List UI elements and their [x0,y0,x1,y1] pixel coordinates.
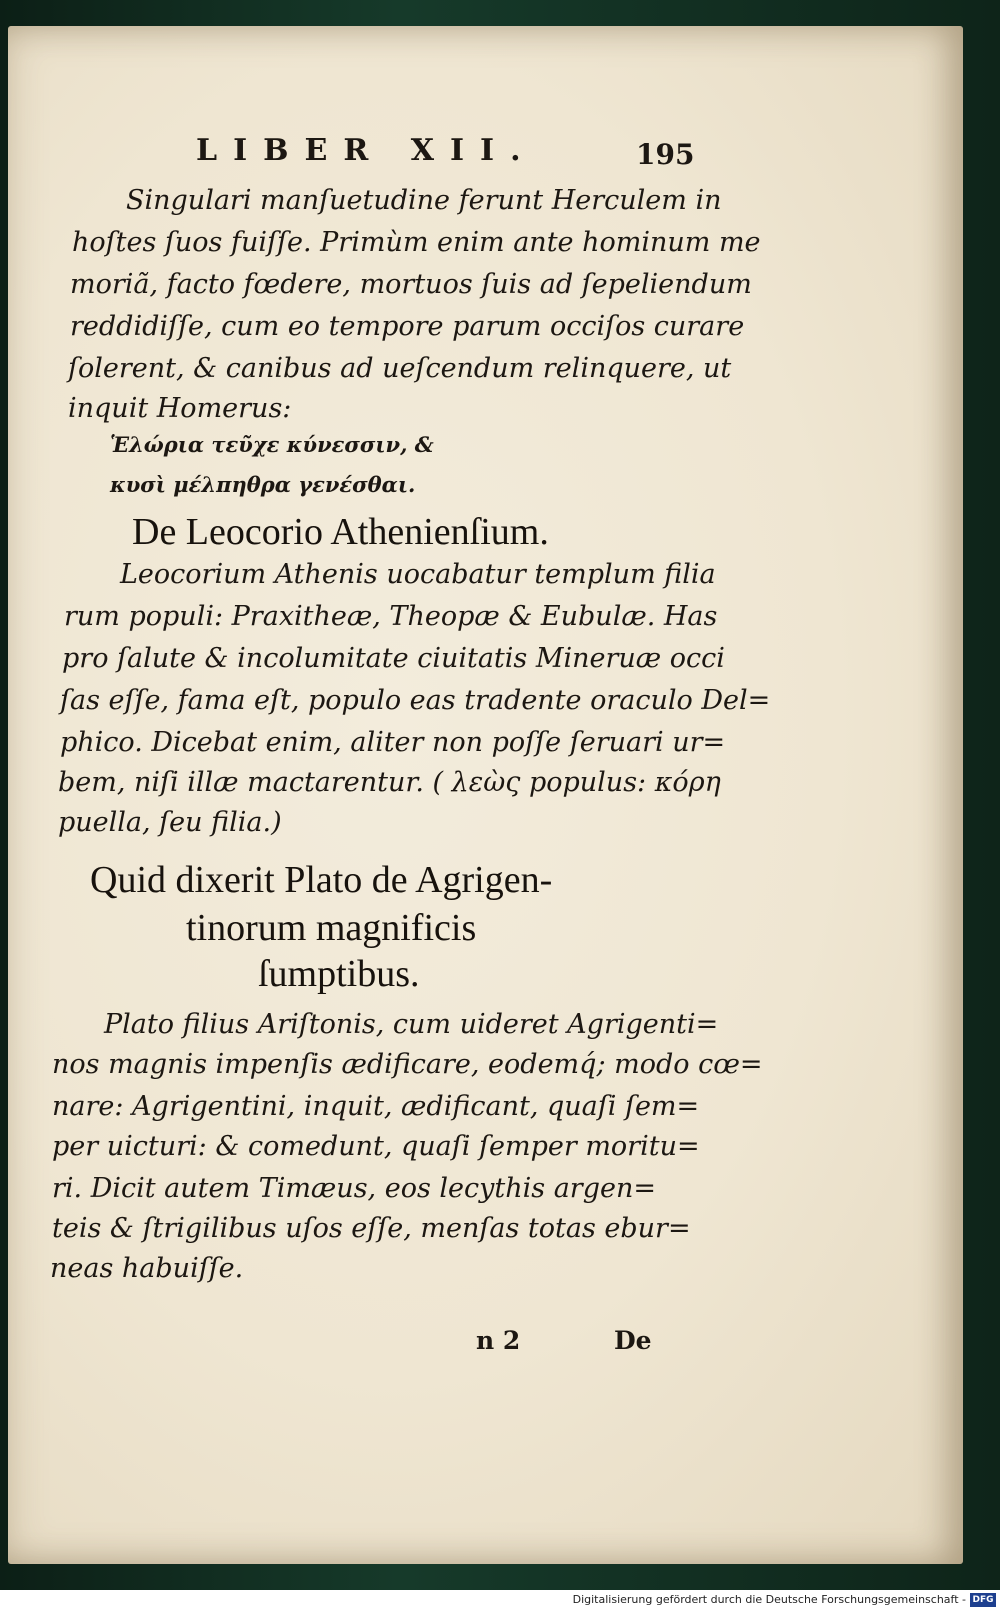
body-line: ſas eſſe, fama eſt, populo eas tradente oraculo Del= [60,685,771,716]
body-line: Leocorium Athenis uocabatur templum filia [120,559,716,590]
body-line: puella, ſeu filia.) [58,807,282,838]
body-line: Plato filius Ariſtonis, cum uideret Agrigenti= [104,1009,719,1040]
section-heading: ſumptibus. [258,953,420,995]
section-heading: tinorum magnificis [186,907,477,949]
body-line: nare: Agrigentini, inquit, ædificant, quaſi ſem= [52,1091,700,1122]
dfg-logo[interactable]: DFG [970,1593,996,1607]
folio-number: 195 [636,138,695,171]
catchword: De [614,1326,652,1355]
body-line: Singulari manſuetudine ferunt Herculem in [126,185,722,216]
section-heading: Quid dixerit Plato de Agrigen- [90,859,553,901]
body-line: inquit Homerus: [68,393,292,424]
greek-verse-line: Ἑλώρια τεῦχε κύνεσσιν, & [110,432,434,457]
body-line: hoſtes ſuos fuiſſe. Primùm enim ante hominum me [72,227,761,258]
body-line: per uicturi: & comedunt, quaſi ſemper moritu= [52,1131,700,1162]
body-line: ri. Dicit autem Timæus, eos lecythis argen= [52,1173,656,1204]
body-line: nos magnis impenſis ædificare, eodemq́; modo cœ= [52,1049,763,1080]
footer-credit: Digitalisierung gefördert durch die Deutsche Forschungsgemeinschaft - [572,1593,966,1606]
body-line: teis & ſtrigilibus uſos eſſe, menſas totas ebur= [52,1213,691,1244]
greek-verse-line: κυσὶ μέλπηθρα γενέσθαι. [110,472,416,497]
running-head: LIBER XII. [196,133,537,168]
footer-bar [0,1590,1000,1611]
body-line: moriã, facto fœdere, mortuos ſuis ad ſepeliendum [70,269,752,300]
body-line: pro ſalute & incolumitate ciuitatis Mineruæ occi [62,643,725,674]
body-line: neas habuiſſe. [50,1253,244,1284]
section-heading: De Leocorio Athenienſium. [132,511,549,553]
body-line: rum populi: Praxitheæ, Theopæ & Eubulæ. Has [64,601,718,632]
body-line: phico. Dicebat enim, aliter non poſſe ſeruari ur= [60,727,726,758]
body-line: bem, niſi illæ mactarentur. ( λεὼς populus: κόρη [58,767,721,798]
body-line: ſolerent, & canibus ad ueſcendum relinquere, ut [68,353,732,384]
signature-mark: n 2 [476,1326,521,1355]
body-line: reddidiſſe, cum eo tempore parum occiſos curare [70,311,745,342]
